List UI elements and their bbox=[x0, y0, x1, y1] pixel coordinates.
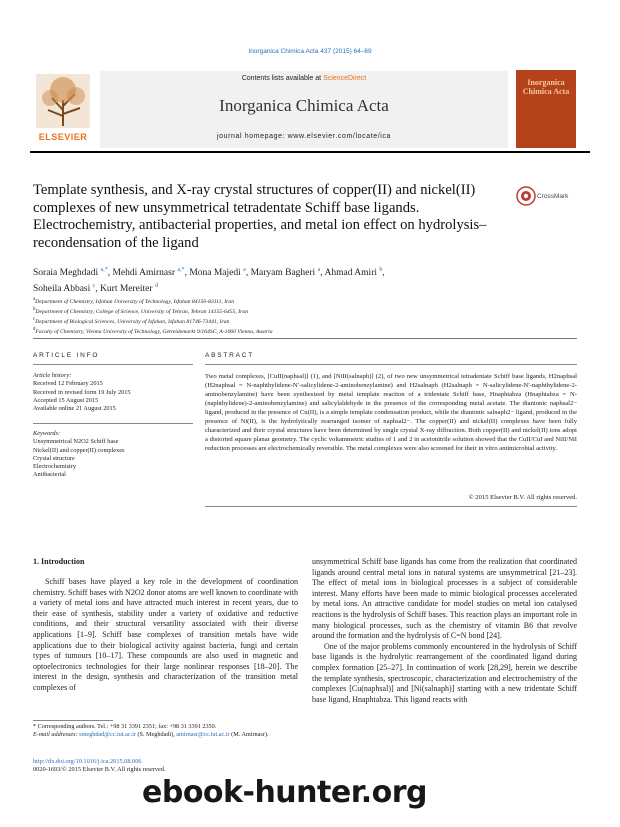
author-list bbox=[33, 264, 573, 296]
history-label: Article history: bbox=[33, 372, 72, 379]
watermark-text: ebook-hunter.org bbox=[142, 775, 427, 810]
author[interactable]: Ahmad Amiri $^b$ bbox=[324, 267, 383, 279]
issn-line: 0020-1693/© 2015 Elsevier B.V. All rights reserved. bbox=[33, 766, 166, 774]
article-info-heading: ARTICLE INFO bbox=[33, 352, 100, 359]
publisher-logo-text: ELSEVIER bbox=[38, 132, 88, 142]
keywords-label: Keywords: bbox=[33, 430, 61, 437]
history-item: Available online 21 August 2015 bbox=[33, 405, 116, 413]
author[interactable]: Mona Majedi $^a$ bbox=[189, 267, 246, 279]
section-heading-introduction: 1. Introduction bbox=[33, 557, 85, 566]
history-item: Received 12 February 2015 bbox=[33, 380, 103, 388]
abstract-heading: ABSTRACT bbox=[205, 352, 255, 359]
keywords-divider bbox=[33, 423, 193, 424]
keywords bbox=[33, 430, 193, 480]
email-link[interactable]: smeghdad@cc.iut.ac.ir bbox=[79, 731, 136, 738]
keyword: Unsymmetrical N2O2 Schiff base bbox=[33, 438, 119, 446]
affiliations bbox=[33, 296, 573, 336]
author-line-2: Soheila Abbasi $^c$, Kurt Mereiter $^d$ bbox=[33, 283, 158, 295]
contents-line: Contents lists available at ScienceDirect bbox=[241, 75, 367, 82]
journal-homepage[interactable]: journal homepage: www.elsevier.com/locate/ica bbox=[216, 133, 392, 140]
email-note: E-mail addresses: smeghdad@cc.iut.ac.ir (S. Meghdadi), amirnasr@cc.iut.ac.ir (M. Amirnasr). bbox=[33, 731, 269, 738]
doi-block bbox=[33, 758, 298, 775]
author-line-1: Soraia Meghdadi $^{a,*}$, Mehdi Amirnasr $^{a,*}$, Mona Majedi $^a$, Maryam Bagheri $^a$, Ahmad Amiri $^b$, bbox=[33, 267, 385, 279]
journal-title: Inorganica Chimica Acta bbox=[219, 96, 389, 115]
email-link[interactable]: amirnasr@cc.iut.ac.ir bbox=[176, 731, 230, 738]
affiliation: $^a$Department of Chemistry, Isfahan University of Technology, Isfahan 84156-83111, Iran bbox=[33, 297, 235, 305]
abstract-bottom-divider bbox=[205, 506, 577, 507]
doi-link[interactable]: http://dx.doi.org/10.1016/j.ica.2015.08.006 bbox=[33, 758, 142, 765]
intro-left-column: Schiff bases have played a key role in the development of coordination chemistry. Schiff bases with N2O2 donor atoms are well known to coordinate with a variety of metal ions and have attracted much interest in recent years, due to their ease of synthesis, stability under a variety of oxidative and reductive conditions, and their structural versatility associated with their diverse applications [1–9]. Schiff base complexes of transition metals have wide applications due to their biological activity against bacteria, fungi and certain types of tumours [10–17]. These compounds are also used in magnetic and optoelectronics technologies for their large nonlinear responses [18–20]. The interest in the design, synthesis and characterization of the transition metal complexes of bbox=[33, 577, 298, 692]
author[interactable]: Mehdi Amirnasr $^{a,*}$ bbox=[112, 267, 185, 279]
history-item: Accepted 15 August 2015 bbox=[33, 396, 99, 404]
affiliations-divider bbox=[33, 338, 577, 339]
sciencedirect-link[interactable]: ScienceDirect bbox=[323, 75, 367, 82]
footnote-divider bbox=[33, 720, 113, 721]
intro-right-column bbox=[312, 557, 577, 705]
author[interactable]: Kurt Mereiter $^d$ bbox=[100, 283, 158, 295]
author[interactable]: Soheila Abbasi $^c$ bbox=[33, 283, 96, 295]
keyword: Antibacterial bbox=[33, 471, 66, 479]
header-divider bbox=[30, 151, 590, 153]
footnotes bbox=[33, 723, 298, 739]
article-info-divider bbox=[33, 364, 193, 365]
journal-reference[interactable]: Inorganica Chimica Acta 437 (2015) 64–69 bbox=[248, 48, 372, 55]
affiliation: $^b$Department of Chemistry, College of Science, University of Tehran, Tehran 14155-6455, Iran bbox=[33, 307, 249, 315]
history-item: Received in revised form 19 July 2015 bbox=[33, 388, 131, 396]
intro-paragraph: unsymmetrical Schiff base ligands has come from the realization that coordinated ligands around central metal ions in natural systems are unsymmetrical [21–23]. The effect of metal ions in biological processes is a subject of considerable interest. Many efforts have been made to mimic biological processes accelerated by metal ions. An attractive candidate for model studies on metal ion catalysed reactions is the hydrolysis of Schiff bases. This reaction plays an important role in many biological processes, such as the chemistry of vitamin B6 that revolve around the formation and the hydrolysis of C=N bond [24]. bbox=[312, 557, 577, 641]
journal-cover-title: Inorganica Chimica Acta bbox=[522, 78, 570, 96]
author[interactable]: Soraia Meghdadi $^{a,*}$ bbox=[33, 267, 108, 279]
intro-paragraph: One of the major problems commonly encountered in the hydrolysis of Schiff base ligands is the hydrolytic rearrangement of the coordinated ligand during complex formation [25–27]. In continuation of work [28,29], herein we describe the template synthesis, spectroscopic, characterization and electrochemistry of the complexes [Cu(naphsal)] and [Ni(salnaph)] starting with a new tridentate Schiff base ligand, Hnaphtabza. This ligand reacts with bbox=[312, 641, 577, 704]
keyword: Nickel(II) and copper(II) complexes bbox=[33, 446, 125, 454]
affiliation: $^c$Department of Biological Sciences, University of Isfahan, Isfahan 81746-73441, Iran bbox=[33, 317, 230, 326]
author[interactable]: Maryam Bagheri $^a$ bbox=[250, 267, 321, 279]
keyword: Crystal structure bbox=[33, 454, 75, 462]
article-history bbox=[33, 372, 193, 413]
abstract-text: Two metal complexes, [CuII(naphsal)] (1), and [NiII(salnaph)] (2), of two new unsymmetrical tetradentate Schiff base ligands, H2naphsal (H2naphsal = N-naphthylidene-N′-salicylidene-2-aminobenzylamine) and H2salnaph (H2salnaph = N-salicylidene-N′-naphthylidene-2-aminobenzylamine) have been synthesized by metal template reaction of a tridentate Schiff base, Hnaphtabza (Hnaphtabza = N-(naphthylidene)-2-aminobenzylamine) and salicylaldehyde in the presence of the corresponding metal acetate. The dianionic naphsal2− ligand, produced in the presence of Cu(II), is a simple template condensation product, while the dianionic salnaph2− ligand, produced in the presence of Ni(II), is the hydrolytically rearranged isomer of naphsal2−. The copper(II) and nickel(II) complexes have been fully characterized and their crystal structures have been determined by single crystal X-ray diffraction. Both copper(II) and nickel(II) ions adopt a distorted square planar geometry. The cyclic voltammetric studies of 1 and 2 in acetonitrile solution showed that the CuII/CuI and NiII/NiI reduction processes are electrochemically reversible. The metal complexes were also screened for their in vitro antimicrobial activity. bbox=[205, 373, 577, 453]
keyword: Electrochemistry bbox=[33, 463, 77, 471]
abstract-copyright: © 2015 Elsevier B.V. All rights reserved. bbox=[468, 494, 577, 501]
article-title: Template synthesis, and X-ray crystal structures of copper(II) and nickel(II) complexes of new unsymmetrical tetradentate Schiff base ligands. Electrochemistry, antibacterial properties, and metal ion effect on hydrolysis–recondensation of the ligand bbox=[33, 182, 487, 251]
corresponding-author-note: * Corresponding authors. Tel.: +98 31 3391 2351; fax: +98 31 3391 2350. bbox=[33, 723, 217, 730]
affiliation: $^d$Faculty of Chemistry, Vienna University of Technology, Getreidemarkt 9/164SC, A-1060 Vienna, Austria bbox=[33, 327, 273, 336]
abstract-divider bbox=[205, 364, 577, 365]
crossmark-label[interactable]: CrossMark bbox=[537, 193, 569, 200]
